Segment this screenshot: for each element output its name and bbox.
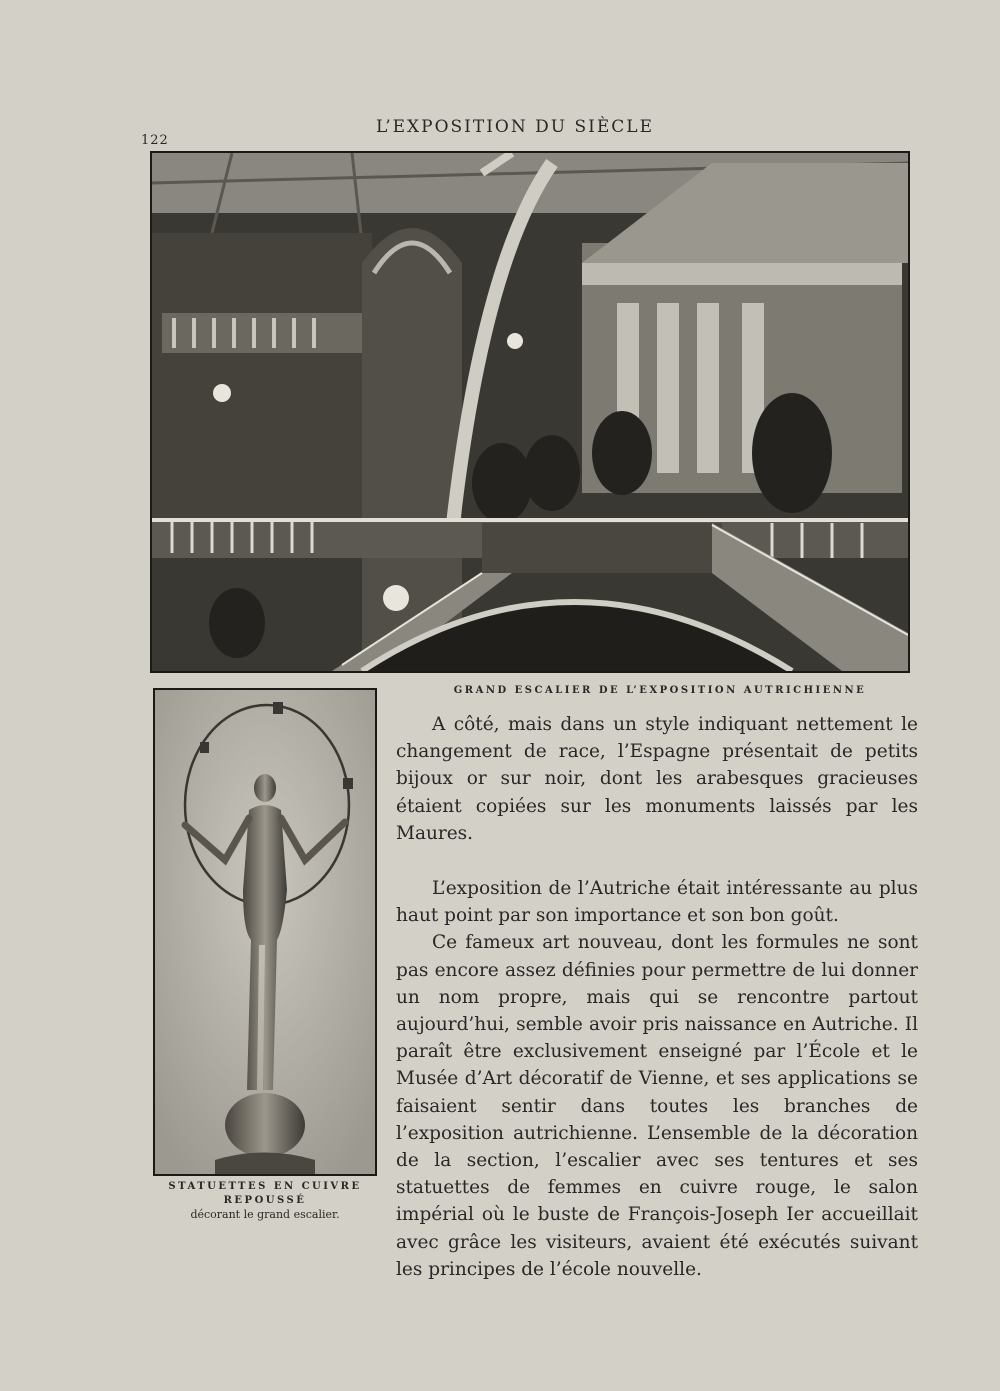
running-title: L’EXPOSITION DU SIÈCLE bbox=[376, 117, 654, 137]
paragraph-art-nouveau: Ce fameux art nouveau, dont les formules ne sont pas encore assez définies pour permettre de lui donner un nom propre, mais qui se rencontre partout aujourd’hui, semble avoir pris naissance en Autriche. Il paraît être exclusivement enseigné par l’École et le Musée d’Art décoratif de Vienne, et ses applications se faisaient sentir dans toutes les branches de l’exposition autrichienne. L’ensemble de la décoration de la section, l’escalier avec ses tentures et ses statuettes de femmes en cuivre rouge, le salon impérial où le buste de François-Joseph Ier accueillait avec grâce les visiteurs, avaient été exécutés suivant les principes de l’école nouvelle. bbox=[396, 932, 918, 1280]
statuette-caption bbox=[150, 1180, 380, 1222]
paragraph-espagne: A côté, mais dans un style indiquant nettement le changement de race, l’Espagne présentait de petits bijoux or sur noir, dont les arabesques gracieuses étaient copiées sur les monuments laissés par les Maures. bbox=[396, 714, 918, 844]
statuette-caption-line2: REPOUSSÉ bbox=[223, 1195, 307, 1206]
staircase-photo bbox=[150, 151, 910, 673]
body-text bbox=[396, 711, 918, 1283]
paragraph-autriche: L’exposition de l’Autriche était intéressante au plus haut point par son importance et son bon goût. bbox=[396, 878, 918, 927]
main-figure-caption: GRAND ESCALIER DE L’EXPOSITION AUTRICHIENNE bbox=[453, 685, 867, 696]
statuette-photo bbox=[153, 688, 377, 1176]
statuette-caption-line3: décorant le grand escalier. bbox=[190, 1208, 340, 1221]
statuette-caption-line1: STATUETTES EN CUIVRE bbox=[168, 1181, 362, 1192]
page-number: 122 bbox=[141, 133, 169, 148]
